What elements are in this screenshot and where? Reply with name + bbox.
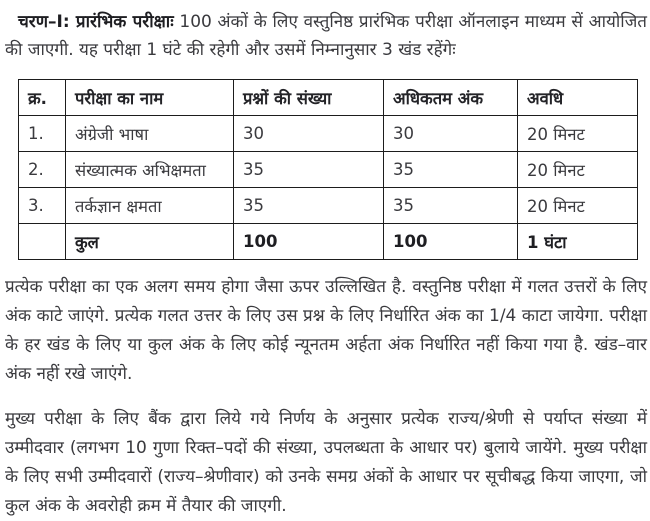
cell-max-marks: 30 xyxy=(384,116,518,152)
cell-serial-empty xyxy=(19,224,66,260)
body-paragraph-negative-marking: प्रत्येक परीक्षा का एक अलग समय होगा जैसा ऊपर उल्लिखित है. वस्तुनिष्ठ परीक्षा में गलत उत्तरों के लिए अंक काटे जाएंगे. प्रत्येक गलत उत्तर के लिए उस प्रश्न के लिए निर्धारित अंक का 1/4 काटा जायेगा. परीक्षा के हर खंड के लिए या कुल अंक के लिए कोई न्यूनतम अर्हता अंक निर्धारित नहीं किया गया है. खंड–वार अंक नहीं रखे जाएंगे. xyxy=(5,277,647,384)
cell-exam-name: अंग्रेजी भाषा xyxy=(66,116,234,152)
cell-exam-name: संख्यात्मक अभिक्षमता xyxy=(66,152,234,188)
phase-heading: चरण–I: प्रारंभिक परीक्षाः xyxy=(18,12,174,32)
body-paragraph-mains-shortlist: मुख्य परीक्षा के लिए बैंक द्वारा लिये गये निर्णय के अनुसार प्रत्येक राज्य/श्रेणी से पर्याप्त संख्या में उम्मीदवार (लगभग 10 गुणा रिक्त–पदों की संख्या, उपलब्धता के आधार पर) बुलाये जायेंगे. मुख्य परीक्षा के लिए सभी उम्मीदवारों (राज्य–श्रेणीवार) को उनके समग्र अंकों के आधार पर सूचीबद्ध किया जाएगा, जो कुल अंक के अवरोही क्रम में तैयार की जाएगी. xyxy=(5,409,647,516)
col-header-serial: क्र. xyxy=(19,80,66,116)
table-row-reasoning xyxy=(19,188,638,224)
cell-total-marks: 100 xyxy=(384,224,518,260)
cell-question-count: 30 xyxy=(234,116,384,152)
col-header-question-count: प्रश्नों की संख्या xyxy=(234,80,384,116)
col-header-exam-name: परीक्षा का नाम xyxy=(66,80,234,116)
cell-question-count: 35 xyxy=(234,152,384,188)
cell-serial: 1. xyxy=(19,116,66,152)
intro-paragraph xyxy=(5,8,647,64)
col-header-max-marks: अधिकतम अंक xyxy=(384,80,518,116)
cell-max-marks: 35 xyxy=(384,152,518,188)
exam-structure-table xyxy=(18,79,638,260)
col-header-duration: अवधि xyxy=(518,80,638,116)
cell-max-marks: 35 xyxy=(384,188,518,224)
cell-duration: 20 मिनट xyxy=(518,152,638,188)
cell-exam-name: तर्कज्ञान क्षमता xyxy=(66,188,234,224)
table-row-numerical xyxy=(19,152,638,188)
cell-total-questions: 100 xyxy=(234,224,384,260)
cell-duration: 20 मिनट xyxy=(518,188,638,224)
intro-text: 100 अंकों के लिए वस्तुनिष्ठ प्रारंभिक परीक्षा ऑनलाइन माध्यम सें आयोजित की जाएगी. यह परीक्षा 1 घंटे की रहेगी और उसमें निम्नानुसार 3 खंड रहेंगेः xyxy=(5,12,647,60)
cell-serial: 3. xyxy=(19,188,66,224)
cell-total-duration: 1 घंटा xyxy=(518,224,638,260)
table-row-english xyxy=(19,116,638,152)
table-total-row xyxy=(19,224,638,260)
cell-duration: 20 मिनट xyxy=(518,116,638,152)
cell-total-label: कुल xyxy=(66,224,234,260)
table-header-row xyxy=(19,80,638,116)
cell-serial: 2. xyxy=(19,152,66,188)
cell-question-count: 35 xyxy=(234,188,384,224)
